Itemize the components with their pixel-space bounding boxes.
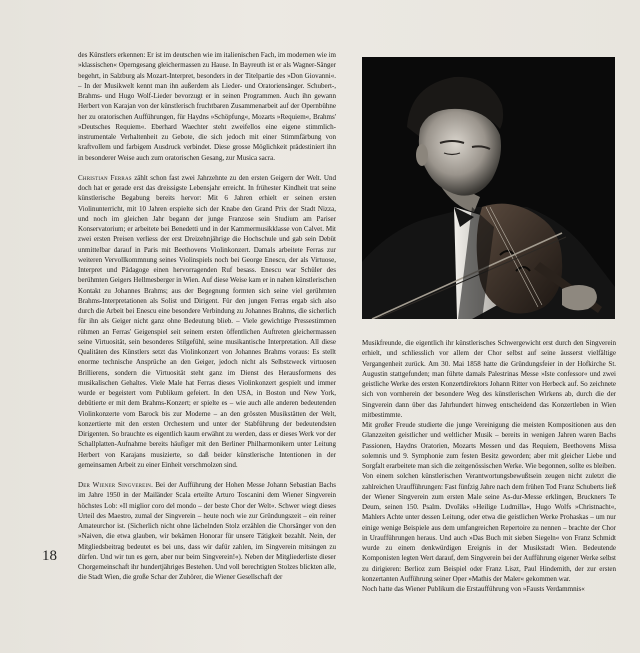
paragraph-fausts: Noch hatte das Wiener Publikum die Erstaufführung von »Fausts Verdammnis« [362,585,585,593]
paragraph-ferras [78,173,336,470]
paragraph-waechter: des Künstlers erkennen: Er ist im deutschen wie im italienischen Fach, im modernen wie im »klassischen« Operngesang gleichermassen zu Hause. In Bayreuth ist er als Wagner-Sänger begehrt, in Salzburg als Mozart-Interpret, besonders in der Titelpartie des »Don Giovanni«. – In der Musikwelt kennt man ihn außerdem als Lieder- und Oratoriensänger. Schubert-, Brahms- und Hugo Wolf-Lieder bevorzugt er in seinen Programmen. Auch ihn gewann Herbert von Karajan von der künstlerisch fruchtbaren Zusammenarbeit auf der Opernbühne her zu oratorischen Aufführungen, für Haydns »Schöpfung«, Mozarts »Requiem«, Brahms' »Deutsches Requiem«. Eberhard Waechter steht zweifellos eine eigene stimmlich-instrumentale Verhaltenheit zu Gebote, die sich jedoch mit einer Stimmfärbung von kraftvollem und farbigem Ausdruck verbindet. Diese grosse Möglichkeit prädestiniert ihn in besonderer Weise auch zum oratorischen Gesang, zur Musica sacra. [78,51,336,162]
section-heading-singverein: Der Wiener Singverein [78,481,152,489]
paragraph-singverein-body: . Bei der Aufführung der Hohen Messe Johann Sebastian Bachs im Jahre 1950 in der Mailänder Scala erteilte Arturo Toscanini dem Wiener Singverein höchstes Lob: »Il miglior coro del mondo – der beste Chor der Welt«. Schwer wiegt dieses Urteil des Maestro, zumal der Singverein – heute noch wie zur Gründungszeit – ein reiner Amateurchor ist. (Sicherlich nicht ohne lächelnden Stolz erzählen die Chorsänger von den »Naiven, die etwa glauben, wir bekämen Honorar für unsere Tätigkeit bezahlt. Nein, der Mitgliedsbeitrag bedeutet es bei uns, dass wir dafür zahlen, im Singverein mitsingen zu dürfen. Und wir tun es gern, aber nur beim Singverein!«). Neben der Mitgliederliste dieser Chorgemeinschaft ihr hundertjähriges Bestehen. Und voll berechtigten Stolzes blickten alle, die Stadt Wien, die große Schar der Zuhörer, die Wiener Gesellschaft der [78,481,336,582]
right-text-column [362,338,616,594]
paragraph-musikfreunde: Musikfreunde, die eigentlich ihr künstlerisches Schwergewicht erst durch den Singverein erhielt, und schliesslich vor allem der Chor selbst auf seine äusserst vielfältige Vergangenheit zurück. Am 30. Mai 1858 hatte die Gründungsfeier in der Hofkirche St. Augustin stattgefunden; man führte damals Palestrinas Messe »Iste confessor« und zwei geistliche Werke des ersten Konzertdirektors Johann Ritter von Herbeck auf. So zeichnete sich von vornherein der besondere Weg des künstlerischen Wirkens ab, durch die der Singverein dann über das Jahrhundert hinweg entscheidend das Konzertleben in Wien mitbestimmte. [362,339,616,419]
paragraph-ferras-body: zählt schon fast zwei Jahrzehnte zu den ersten Geigern der Welt. Und doch hat er gerade erst das dreissigste Lebensjahr erreicht. In frühester Kindheit trat seine künstlerische Begabung bereits hervor: Mit 6 Jahren erhielt er seinen ersten Violinunterricht, mit 10 Jahren erspielte sich der Knabe den Grand Prix der Stadt Nizza, und noch im gleichen Jahr begann der junge Franzose sein Studium am Pariser Konservatorium; er arbeitete bei Benedetti und in der Kammermusikklasse von Calvet. Mit zwei ersten Preisen verliess der erst Dreizehnjährige die Hochschule und gab sein Debüt unmittelbar darauf in Paris mit Beethovens Violinkonzert. Damals arbeitete Ferras zur weiteren Vervollkommnung seines Violinspiels noch bei George Enescu, der als Virtuose, Interpret und Pädagoge einen hervorragenden Ruf besass. Enescu war Schüler des berühmten Geigers Hellmesberger in Wien. Auf diese Weise kam er in nahen künstlerischen Kontakt zu Johannes Brahms; aus der Begegnung formten sich seine viel gerühmten Brahms-Interpretationen als Solist und Dirigent. Für den jungen Ferras ergab sich also durch die Arbeit bei Enescu eine besondere Verbindung zu Johannes Brahms, die sicherlich für ihn als Geiger nicht ganz ohne Bedeutung blieb. – Viele gewichtige Pressestimmen rühmen an Ferras' Geigenspiel seit seinem ersten öffentlichen Auftreten gleichermassen seine Virtuosität, sein besonderes Stilgefühl, seine musikantische Interpretation. All diese Qualitäten des Künstlers setzt das Violinkonzert von Johannes Brahms voraus: Es stellt enorme technische Ansprüche an den Geiger, jedoch nicht als Selbstzweck virtuosen Brillierens, sondern die Virtuosität steht ganz im Dienst des Herausformens des musikalischen Gehaltes. Viele Male hat Ferras dieses Violinkonzert gespielt und immer wurde er begeistert vom Publikum gefeiert. In den USA, in Boston und New York, debütierte er mit dem Brahms-Konzert; er spielte es – wie auch alle anderen bedeutenden Violinkonzerte vom Barock bis zur Moderne – an den grössten Musikstätten der Welt, konzertierte mit den ersten Orchestern und unter der Stabführung der bedeutendsten Dirigenten. So brauchte es eigentlich kaum erwähnt zu werden, dass er dieses Werk vor der Schallplatten-Aufnahme bereits häufiger mit den Berliner Philharmonikern unter Leitung Herbert von Karajans musizierte, so daß beider künstlerische Intentionen in der gemeinsamen Arbeit zu einer Einheit verschmolzen sind. [78,173,337,469]
paragraph-repertoire: Mit großer Freude studierte die junge Vereinigung die meisten Kompositionen aus den Glanzzeiten geistlicher und weltlicher Musik – bereits in wenigen Jahren waren Bachs Passionen, Haydns Oratorien, Mozarts Messen und das Requiem, Beethovens Missa solemnis und 9. Symphonie zum festen Besitz geworden; aber mit gleicher Liebe und Sorgfalt erarbeitete man sich die zeitgenössischen Werke. Wie begonnen, sollte es bleiben. Von einem solchen künstlerischen Verantwortungsbewußtsein zeugen nicht zuletzt die zahlreichen Uraufführungen: Fast fünfzig Jahre nach dem frühen Tod Franz Schuberts ließ der Wiener Singverein zum ersten Male seine As-dur-Messe erklingen, Bruckners Te Deum, seinen 150. Psalm. Dvořáks »Heilige Ludmilla«, Hugo Wolfs »Christnacht«, Mahlers Achte unter dessen Leitung, oder etwa die geistlichen Werke Prohaskas – um nur einige wenige Beispiele aus dem umfangreichen Repertoire zu nennen – brachte der Chor in Uraufführungen heraus. Und auch »Das Buch mit sieben Siegeln« von Franz Schmidt wurde zu einem denkwürdigen Ereignis in der Musikstadt Wien. Bedeutende Komponisten legten Wert darauf, dem Singverein bei der Aufführung eigener Werke selbst zu dirigieren: Berlioz zum Beispiel oder Franz Liszt, Paul Hindemith, der zur ersten konzertanten Aufführung seiner Oper »Mathis der Maler« gekommen war. [362,421,616,583]
violinist-photo [362,57,615,319]
left-text-column [78,50,336,583]
section-heading-ferras: Christian Ferras [78,173,132,182]
paragraph-singverein [78,480,336,583]
violinist-portrait-illustration [362,57,615,319]
page-number: 18 [42,548,57,564]
